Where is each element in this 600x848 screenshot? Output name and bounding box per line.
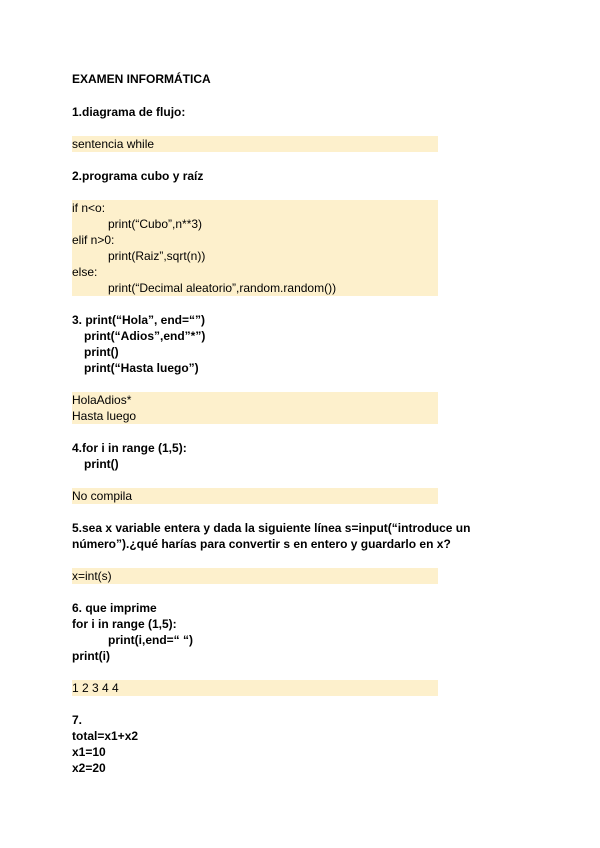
question-3-answer-line: HolaAdios* xyxy=(72,392,438,408)
question-6-answer: 1 2 3 4 4 xyxy=(72,680,438,696)
question-7-line: 7. xyxy=(72,713,83,727)
question-5-line: 5.sea x variable entera y dada la siguiente línea s=input(“introduce un xyxy=(72,521,471,535)
question-2-code-line: if n<o: xyxy=(72,200,438,216)
question-4-answer: No compila xyxy=(72,488,438,504)
question-2-code-line: else: xyxy=(72,264,438,280)
question-2-code-line: print(Raiz”,sqrt(n)) xyxy=(72,248,438,264)
question-3-line: print(“Adios”,end”*”) xyxy=(84,329,206,343)
question-3-line: print(“Hasta luego”) xyxy=(84,361,199,375)
question-7-line: x2=20 xyxy=(72,761,106,775)
question-2-heading: 2.programa cubo y raíz xyxy=(72,169,204,183)
exam-title: EXAMEN INFORMÁTICA xyxy=(72,72,211,86)
question-7-line: x1=10 xyxy=(72,745,106,759)
question-7-line: total=x1+x2 xyxy=(72,729,139,743)
question-6-line: 6. que imprime xyxy=(72,601,157,615)
question-2-code-line: print(“Decimal aleatorio”,random.random()) xyxy=(72,280,438,296)
question-1-answer: sentencia while xyxy=(72,136,438,152)
question-2-code-line: elif n>0: xyxy=(72,232,438,248)
question-6-line: print(i) xyxy=(72,649,110,663)
question-3-line: 3. print(“Hola”, end=“”) xyxy=(72,313,206,327)
question-5-line: número”).¿qué harías para convertir s en entero y guardarlo en x? xyxy=(72,537,451,551)
question-3-answer-line: Hasta luego xyxy=(72,408,438,424)
question-4-line: 4.for i in range (1,5): xyxy=(72,441,187,455)
question-3-line: print() xyxy=(84,345,119,359)
question-2-code-line: print(“Cubo”,n**3) xyxy=(72,216,438,232)
question-6-line: for i in range (1,5): xyxy=(72,617,177,631)
question-1-heading: 1.diagrama de flujo: xyxy=(72,105,186,119)
question-6-line: print(i,end=“ “) xyxy=(108,633,193,647)
question-4-line: print() xyxy=(84,457,119,471)
question-5-answer: x=int(s) xyxy=(72,568,438,584)
